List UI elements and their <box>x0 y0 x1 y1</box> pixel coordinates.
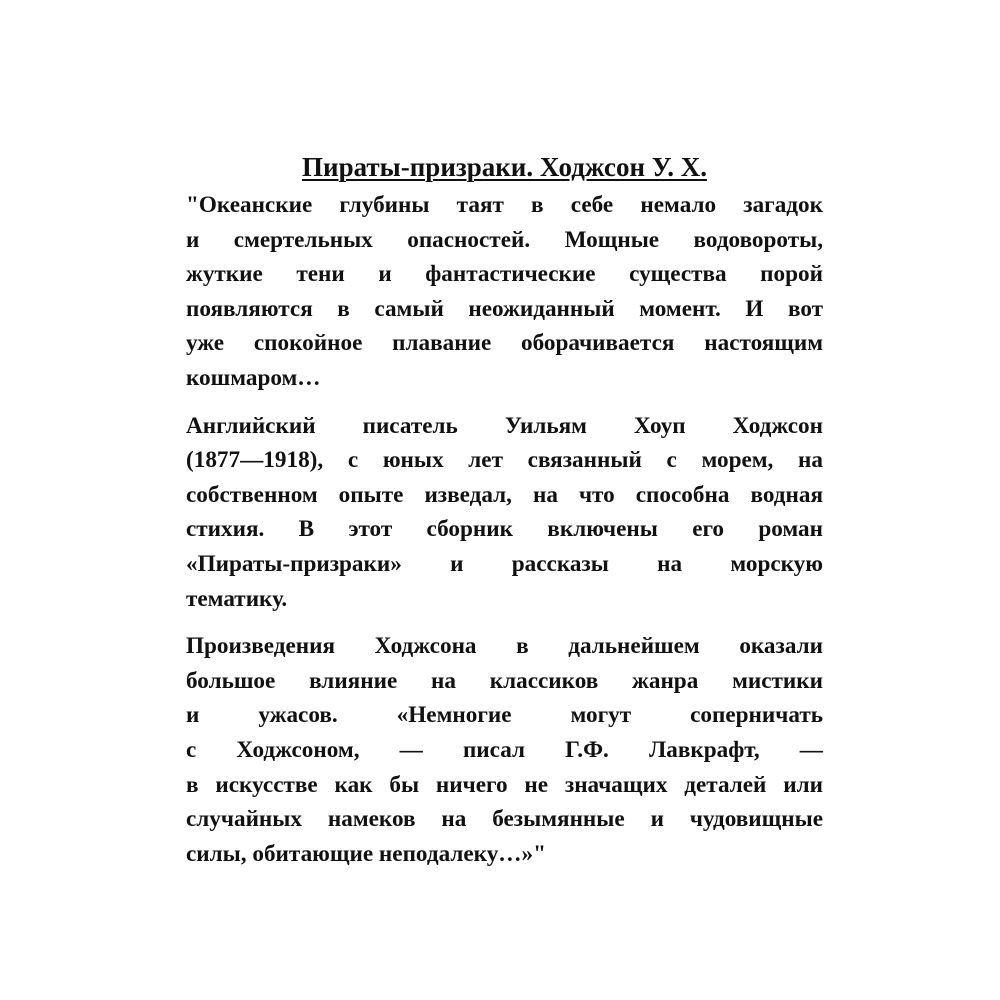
paragraph-line: и ужасов. «Немногие могут соперничать <box>186 702 823 729</box>
paragraph-line: Произведения Ходжсона в дальнейшем оказали <box>186 633 823 660</box>
annotation-text <box>186 150 823 871</box>
paragraph-line: появляются в самый неожиданный момент. И вот <box>186 295 823 322</box>
paragraph-line: большое влияние на классиков жанра мистики <box>186 667 823 694</box>
paragraph-line: стихия. В этот сборник включены его роман <box>186 516 823 543</box>
paragraph-line: собственном опыте изведал, на что способна водная <box>186 481 823 508</box>
paragraph-3 <box>186 629 823 871</box>
paragraph-line: в искусстве как бы ничего не значащих деталей или <box>186 771 823 798</box>
paragraph-2 <box>186 409 823 617</box>
paragraph-line: уже спокойное плавание оборачивается настоящим <box>186 330 823 357</box>
paragraph-line: с Ходжсоном, — писал Г.Ф. Лавкрафт, — <box>186 736 823 763</box>
paragraph-line: силы, обитающие неподалеку…»" <box>186 840 546 867</box>
paragraph-line: жуткие тени и фантастические существа порой <box>186 261 823 288</box>
paragraph-line: «Пираты-призраки» и рассказы на морскую <box>186 550 823 577</box>
paragraph-line: случайных намеков на безымянные и чудовищные <box>186 806 823 833</box>
paragraph-line: Английский писатель Уильям Хоуп Ходжсон <box>186 412 823 439</box>
paragraph-line: тематику. <box>186 585 288 612</box>
paragraph-line: и смертельных опасностей. Мощные водовороты, <box>186 226 823 253</box>
paragraph-line: "Океанские глубины таят в себе немало загадок <box>186 192 823 218</box>
paragraph-1 <box>186 188 823 396</box>
paragraph-line: кошмаром… <box>186 364 321 391</box>
book-title: Пираты-призраки. Ходжсон У. Х. <box>302 152 707 182</box>
paragraph-line: (1877—1918), с юных лет связанный с морем, на <box>186 447 823 474</box>
